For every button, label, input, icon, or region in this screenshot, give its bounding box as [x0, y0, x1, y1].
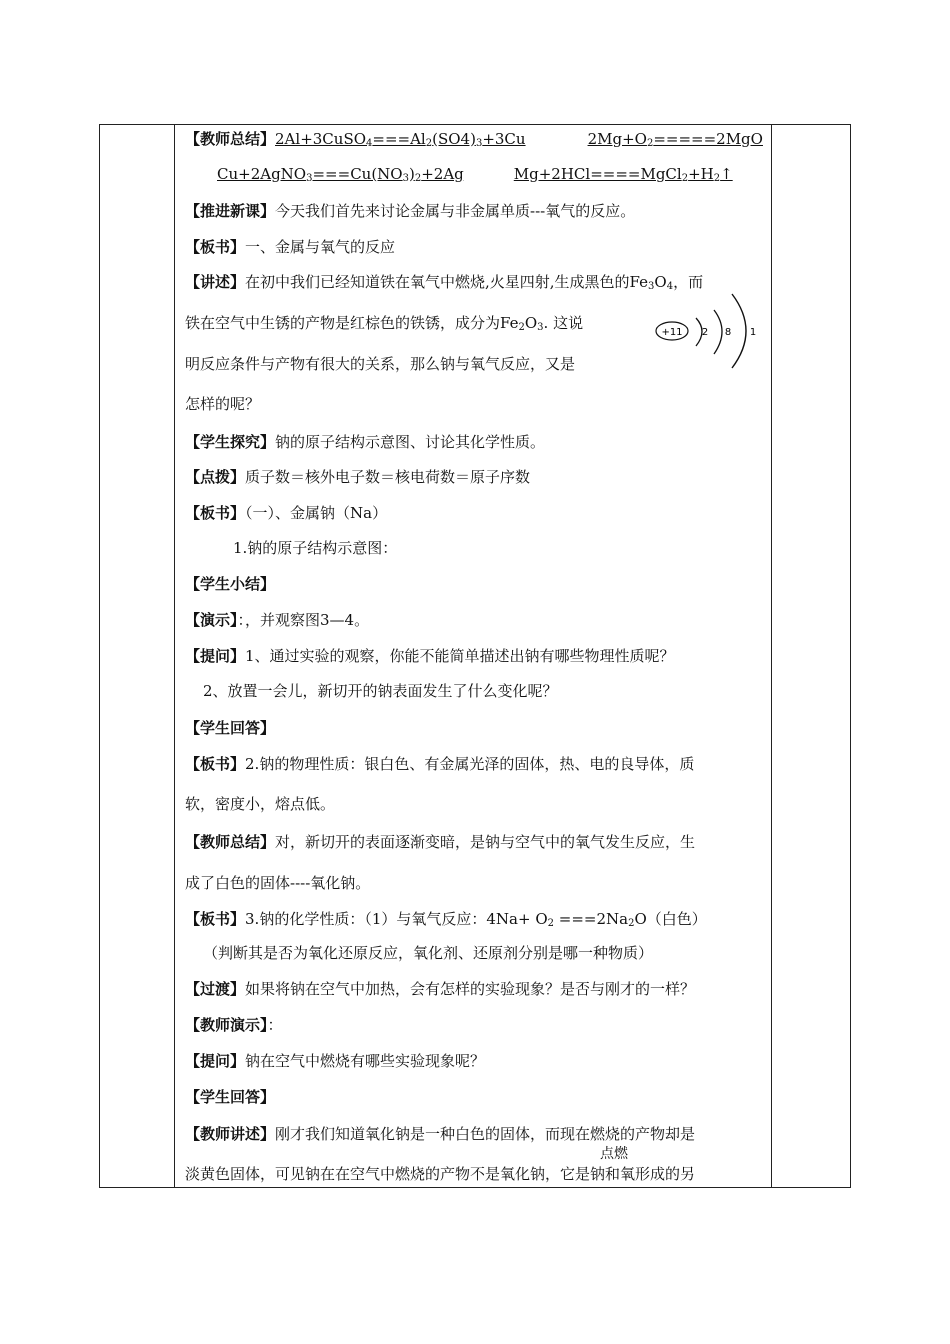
text-line: 【提问】钠在空气中燃烧有哪些实验现象呢？ [185, 1052, 486, 1070]
electron-shell-3 [732, 294, 746, 368]
equation-line-2 [217, 164, 733, 184]
reaction-condition-annotation: 点燃 [600, 1146, 628, 1162]
sodium-atom-diagram [650, 290, 772, 370]
table-column-divider-right [771, 124, 772, 1188]
text-line: 软，密度小，熔点低。 [185, 795, 336, 813]
text-line: 【点拨】质子数＝核外电子数＝核电荷数＝原子序数 [185, 468, 531, 486]
text-line: 铁在空气中生锈的产物是红棕色的铁锈，成分为$Fe_2O_3$. 这说 [185, 314, 584, 333]
shell-2-count: 8 [724, 327, 732, 338]
text-line: 【板书】（一）、金属钠（Na） [185, 504, 388, 522]
shell-3-count: 1 [749, 327, 757, 338]
equation-al-cuso4: $2Al+3CuSO_4===Al_2(SO4)_3+3Cu$ $2Mg+O_2=====2MgO$ [275, 130, 763, 149]
text-line: 【教师讲述】刚才我们知道氧化钠是一种白色的固体，而现在燃烧的产物却是 [185, 1125, 696, 1143]
text-line: 【板书】一、金属与氧气的反应 [185, 238, 396, 256]
text-line: 【学生回答】 [185, 719, 276, 737]
text-line: 2、放置一会儿，新切开的钠表面发生了什么变化呢？ [203, 682, 558, 700]
electron-shell-2 [714, 310, 722, 354]
equation-line-1 [185, 129, 763, 149]
text-line: 【提问】1、通过实验的观察，你能不能简单描述出钠有哪些物理性质呢？ [185, 647, 675, 665]
text-line: 【学生探究】钠的原子结构示意图、讨论其化学性质。 [185, 433, 546, 451]
text-line: 【演示】：，并观察图3—4。 [185, 611, 370, 629]
nucleus-label: +11 [661, 327, 683, 338]
text-line: 1.钠的原子结构示意图： [233, 539, 398, 557]
text-line: 【板书】2.钠的物理性质：银白色、有金属光泽的固体，热、电的良导体，质 [185, 755, 695, 773]
text-line: 淡黄色固体，可见钠在在空气中燃烧的产物不是氧化钠，它是钠和氧形成的另 [185, 1165, 696, 1183]
table-column-divider-left [174, 124, 175, 1188]
text-line: 【教师总结】对，新切开的表面逐渐变暗，是钠与空气中的氧气发生反应，生 [185, 833, 696, 851]
text-line: 【讲述】在初中我们已经知道铁在氧气中燃烧,火星四射,生成黑色的$Fe_3O_4$，而 [185, 273, 704, 292]
text-line: 【学生回答】 [185, 1088, 276, 1106]
equation-cu-agno3: $Cu+2AgNO_3===Cu(NO_3)_2+2Ag$ $Mg+2HCl====MgCl_2+H_2↑$ [217, 165, 733, 184]
text-line: 【学生小结】 [185, 575, 276, 593]
section-tag: 【教师总结】 [185, 130, 276, 148]
text-line: 【教师演示】： [185, 1016, 283, 1034]
text-line: 【推进新课】今天我们首先来讨论金属与非金属单质---氧气的反应。 [185, 202, 636, 220]
text-line: 【过渡】如果将钠在空气中加热，会有怎样的实验现象？是否与刚才的一样？ [185, 980, 696, 998]
text-line: （判断其是否为氧化还原反应，氧化剂、还原剂分别是哪一种物质） [203, 944, 654, 962]
text-line: 明反应条件与产物有很大的关系，那么钠与氧气反应，又是 [185, 355, 576, 373]
text-line: 【板书】3.钠的化学性质：（1）与氧气反应：$4Na+ O_2 ===2Na_2O$（白色） [185, 910, 707, 929]
text-line: 怎样的呢？ [185, 395, 261, 413]
shell-1-count: 2 [701, 327, 709, 338]
text-line: 成了白色的固体----氧化钠。 [185, 874, 371, 892]
